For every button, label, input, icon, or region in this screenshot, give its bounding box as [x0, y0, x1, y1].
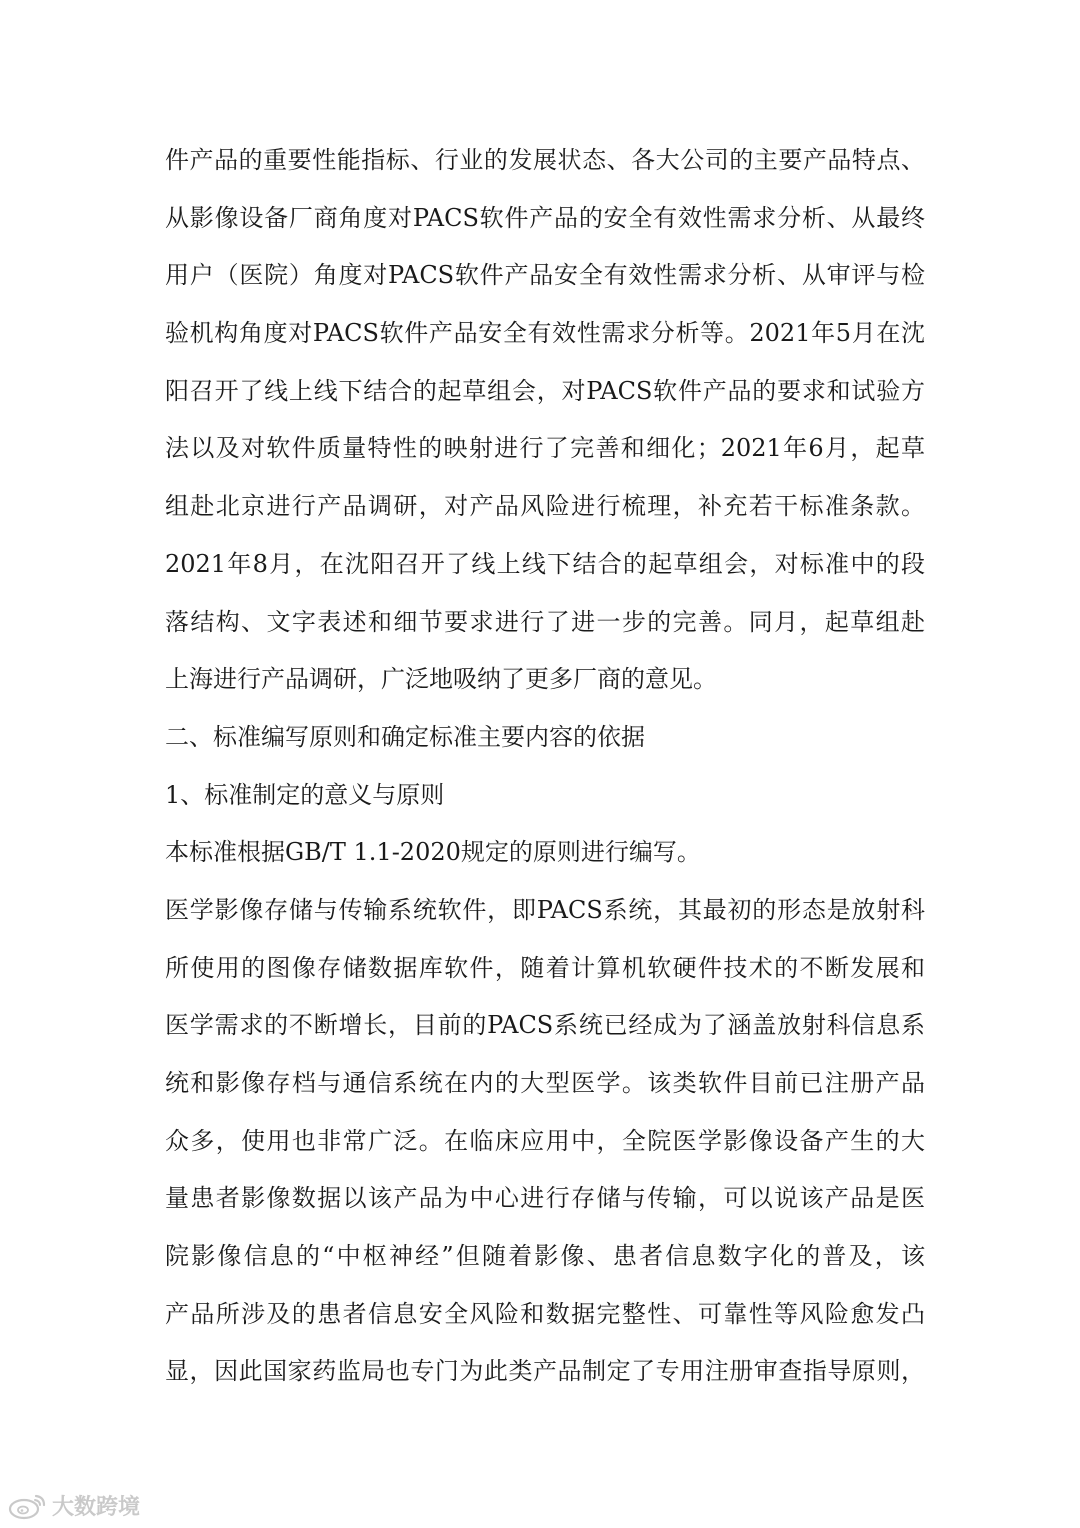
text-line: 用户（医院）角度对PACS软件产品安全有效性需求分析、从审评与检 [165, 261, 925, 290]
text-line: 本标准根据GB/T 1.1-2020规定的原则进行编写。 [165, 838, 701, 867]
watermark [8, 1490, 140, 1521]
watermark-text: 大数跨境 [52, 1495, 141, 1520]
body-text [165, 132, 925, 1401]
text-line: 上海进行产品调研，广泛地吸纳了更多厂商的意见。 [165, 665, 717, 694]
text-line: 件产品的重要性能指标、行业的发展状态、各大公司的主要产品特点、 [165, 146, 925, 174]
text-line: 法以及对软件质量特性的映射进行了完善和细化；2021年6月，起草 [165, 434, 925, 463]
text-line: 医学需求的不断增长，目前的PACS系统已经成为了涵盖放射科信息系 [165, 1011, 925, 1040]
text-line: 验机构角度对PACS软件产品安全有效性需求分析等。2021年5月在沈 [165, 319, 925, 348]
text-line: 从影像设备厂商角度对PACS软件产品的安全有效性需求分析、从最终 [165, 203, 925, 232]
text-line: 医学影像存储与传输系统软件，即PACS系统，其最初的形态是放射科 [165, 895, 925, 924]
text-line: 落结构、文字表述和细节要求进行了进一步的完善。同月，起草组赴 [165, 607, 925, 636]
text-line: 院影像信息的“中枢神经”但随着影像、患者信息数字化的普及，该 [165, 1242, 925, 1271]
section-heading: 二、标准编写原则和确定标准主要内容的依据 [165, 722, 645, 751]
text-line: 2021年8月，在沈阳召开了线上线下结合的起草组会，对标准中的段 [165, 549, 925, 578]
text-line: 产品所涉及的患者信息安全风险和数据完整性、可靠性等风险愈发凸 [165, 1299, 925, 1328]
text-line: 阳召开了线上线下结合的起草组会，对PACS软件产品的要求和试验方 [165, 376, 925, 405]
weibo-logo-icon [8, 1492, 48, 1520]
subsection-heading: 1、标准制定的意义与原则 [165, 780, 445, 809]
text-line: 组赴北京进行产品调研，对产品风险进行梳理，补充若干标准条款。 [165, 492, 925, 521]
text-line: 量患者影像数据以该产品为中心进行存储与传输，可以说该产品是医 [165, 1184, 925, 1213]
text-line: 统和影像存档与通信系统在内的大型医学。该类软件目前已注册产品 [165, 1069, 925, 1097]
text-line: 显，因此国家药监局也专门为此类产品制定了专用注册审查指导原则， [165, 1357, 925, 1386]
text-line: 所使用的图像存储数据库软件，随着计算机软硬件技术的不断发展和 [165, 953, 925, 982]
text-line: 众多，使用也非常广泛。在临床应用中，全院医学影像设备产生的大 [165, 1126, 925, 1155]
